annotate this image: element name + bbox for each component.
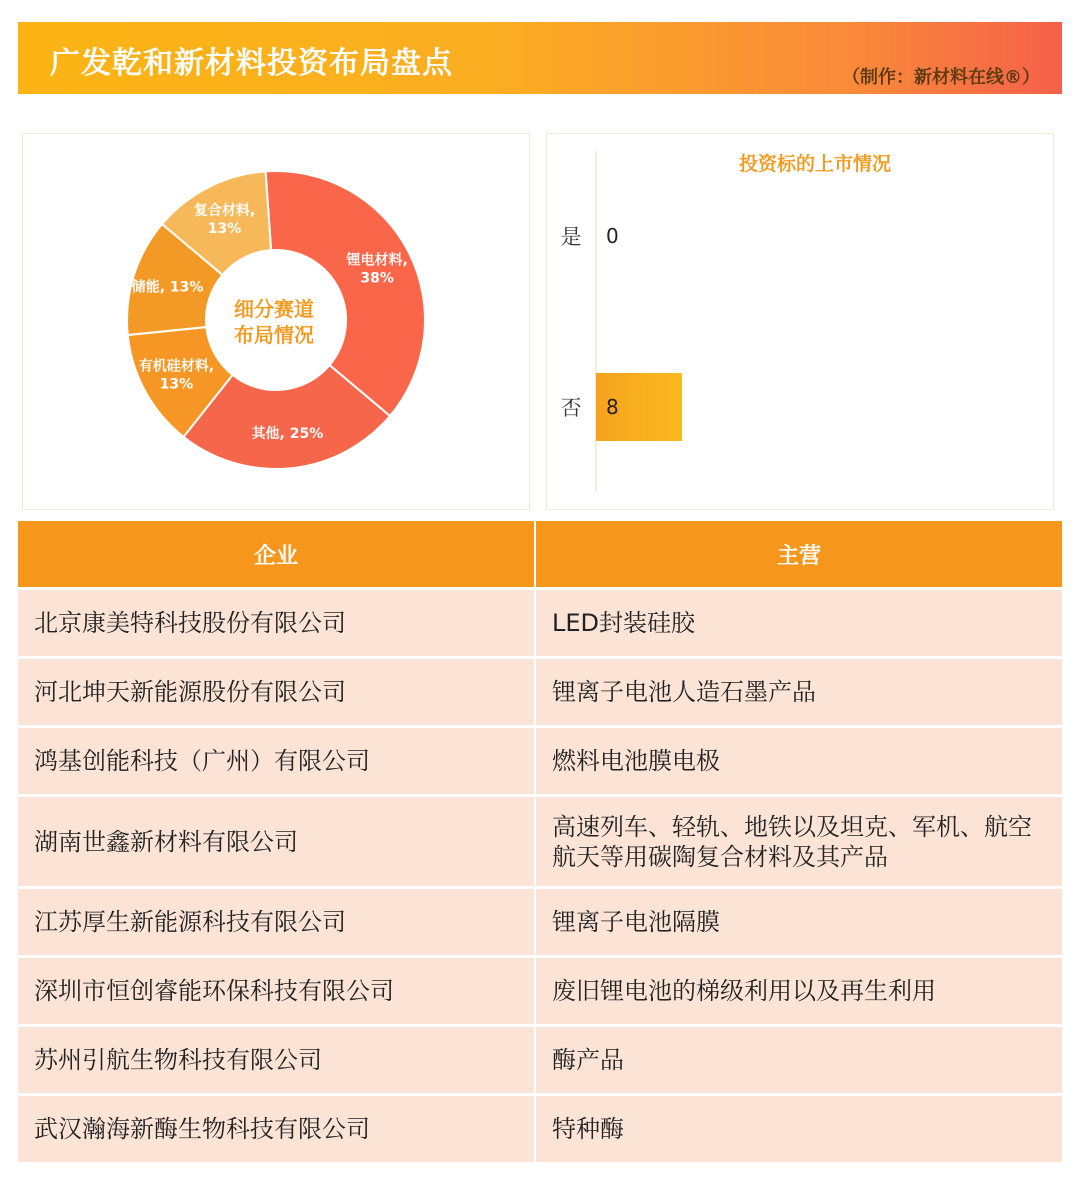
company-cell: 江苏厚生新能源科技有限公司 bbox=[34, 908, 346, 936]
page-title: 广发乾和新材料投资布局盘点 bbox=[50, 46, 453, 81]
business-cell: 锂离子电池隔膜 bbox=[534, 889, 1060, 955]
label-composite-materials: 复合材料, 13% bbox=[193, 202, 256, 237]
company-cell: 北京康美特科技股份有限公司 bbox=[34, 609, 346, 637]
business-cell: 锂离子电池人造石墨产品 bbox=[534, 659, 1060, 725]
table-row bbox=[18, 590, 1062, 656]
category-label-no: 否 bbox=[560, 396, 582, 420]
title-banner bbox=[18, 22, 1062, 94]
table-header bbox=[18, 521, 1062, 587]
investment-table bbox=[18, 521, 1062, 1162]
table-row bbox=[18, 889, 1062, 955]
table-row bbox=[18, 958, 1062, 1024]
value-label-no: 8 bbox=[606, 395, 619, 419]
bar-chart bbox=[547, 134, 1053, 509]
business-cell: 燃料电池膜电极 bbox=[534, 728, 1060, 794]
table-row bbox=[18, 728, 1062, 794]
source-credit: （制作：新材料在线®） bbox=[842, 67, 1040, 88]
company-cell: 湖南世鑫新材料有限公司 bbox=[34, 827, 298, 856]
donut-center-title: 细分赛道 bbox=[234, 297, 314, 321]
donut-chart bbox=[23, 134, 529, 509]
table-row bbox=[18, 797, 1062, 886]
business-cell: 酶产品 bbox=[534, 1027, 1060, 1093]
business-cell: 特种酶 bbox=[534, 1096, 1060, 1162]
label-other: 其他, 25% bbox=[251, 425, 324, 442]
table-row bbox=[18, 1027, 1062, 1093]
header-company: 企业 bbox=[253, 543, 298, 569]
company-cell: 河北坤天新能源股份有限公司 bbox=[34, 678, 346, 706]
category-label-yes: 是 bbox=[560, 225, 582, 249]
company-cell: 苏州引航生物科技有限公司 bbox=[34, 1046, 322, 1074]
donut-chart-panel bbox=[22, 133, 530, 510]
company-cell: 鸿基创能科技（广州）有限公司 bbox=[34, 747, 370, 775]
business-cell: 高速列车、轻轨、地铁以及坦克、军机、航空航天等用碳陶复合材料及其产品 bbox=[534, 797, 1060, 886]
label-lithium-battery-materials: 锂电材料, 38% bbox=[346, 252, 408, 287]
business-cell: 废旧锂电池的梯级利用以及再生利用 bbox=[534, 958, 1060, 1024]
company-cell: 深圳市恒创睿能环保科技有限公司 bbox=[34, 977, 394, 1005]
value-label-yes: 0 bbox=[606, 224, 619, 248]
bar-chart-title: 投资标的上市情况 bbox=[738, 153, 892, 175]
label-energy-storage: 储能, 13% bbox=[131, 279, 204, 296]
company-cell: 武汉瀚海新酶生物科技有限公司 bbox=[34, 1115, 370, 1143]
table-row bbox=[18, 1096, 1062, 1162]
bar-chart-panel bbox=[546, 133, 1054, 510]
label-silicone-materials: 有机硅材料, 13% bbox=[138, 358, 215, 393]
donut-center-title: 布局情况 bbox=[234, 323, 314, 347]
table-row bbox=[18, 659, 1062, 725]
header-business: 主营 bbox=[534, 521, 1062, 587]
business-cell: LED封装硅胶 bbox=[534, 590, 1060, 656]
